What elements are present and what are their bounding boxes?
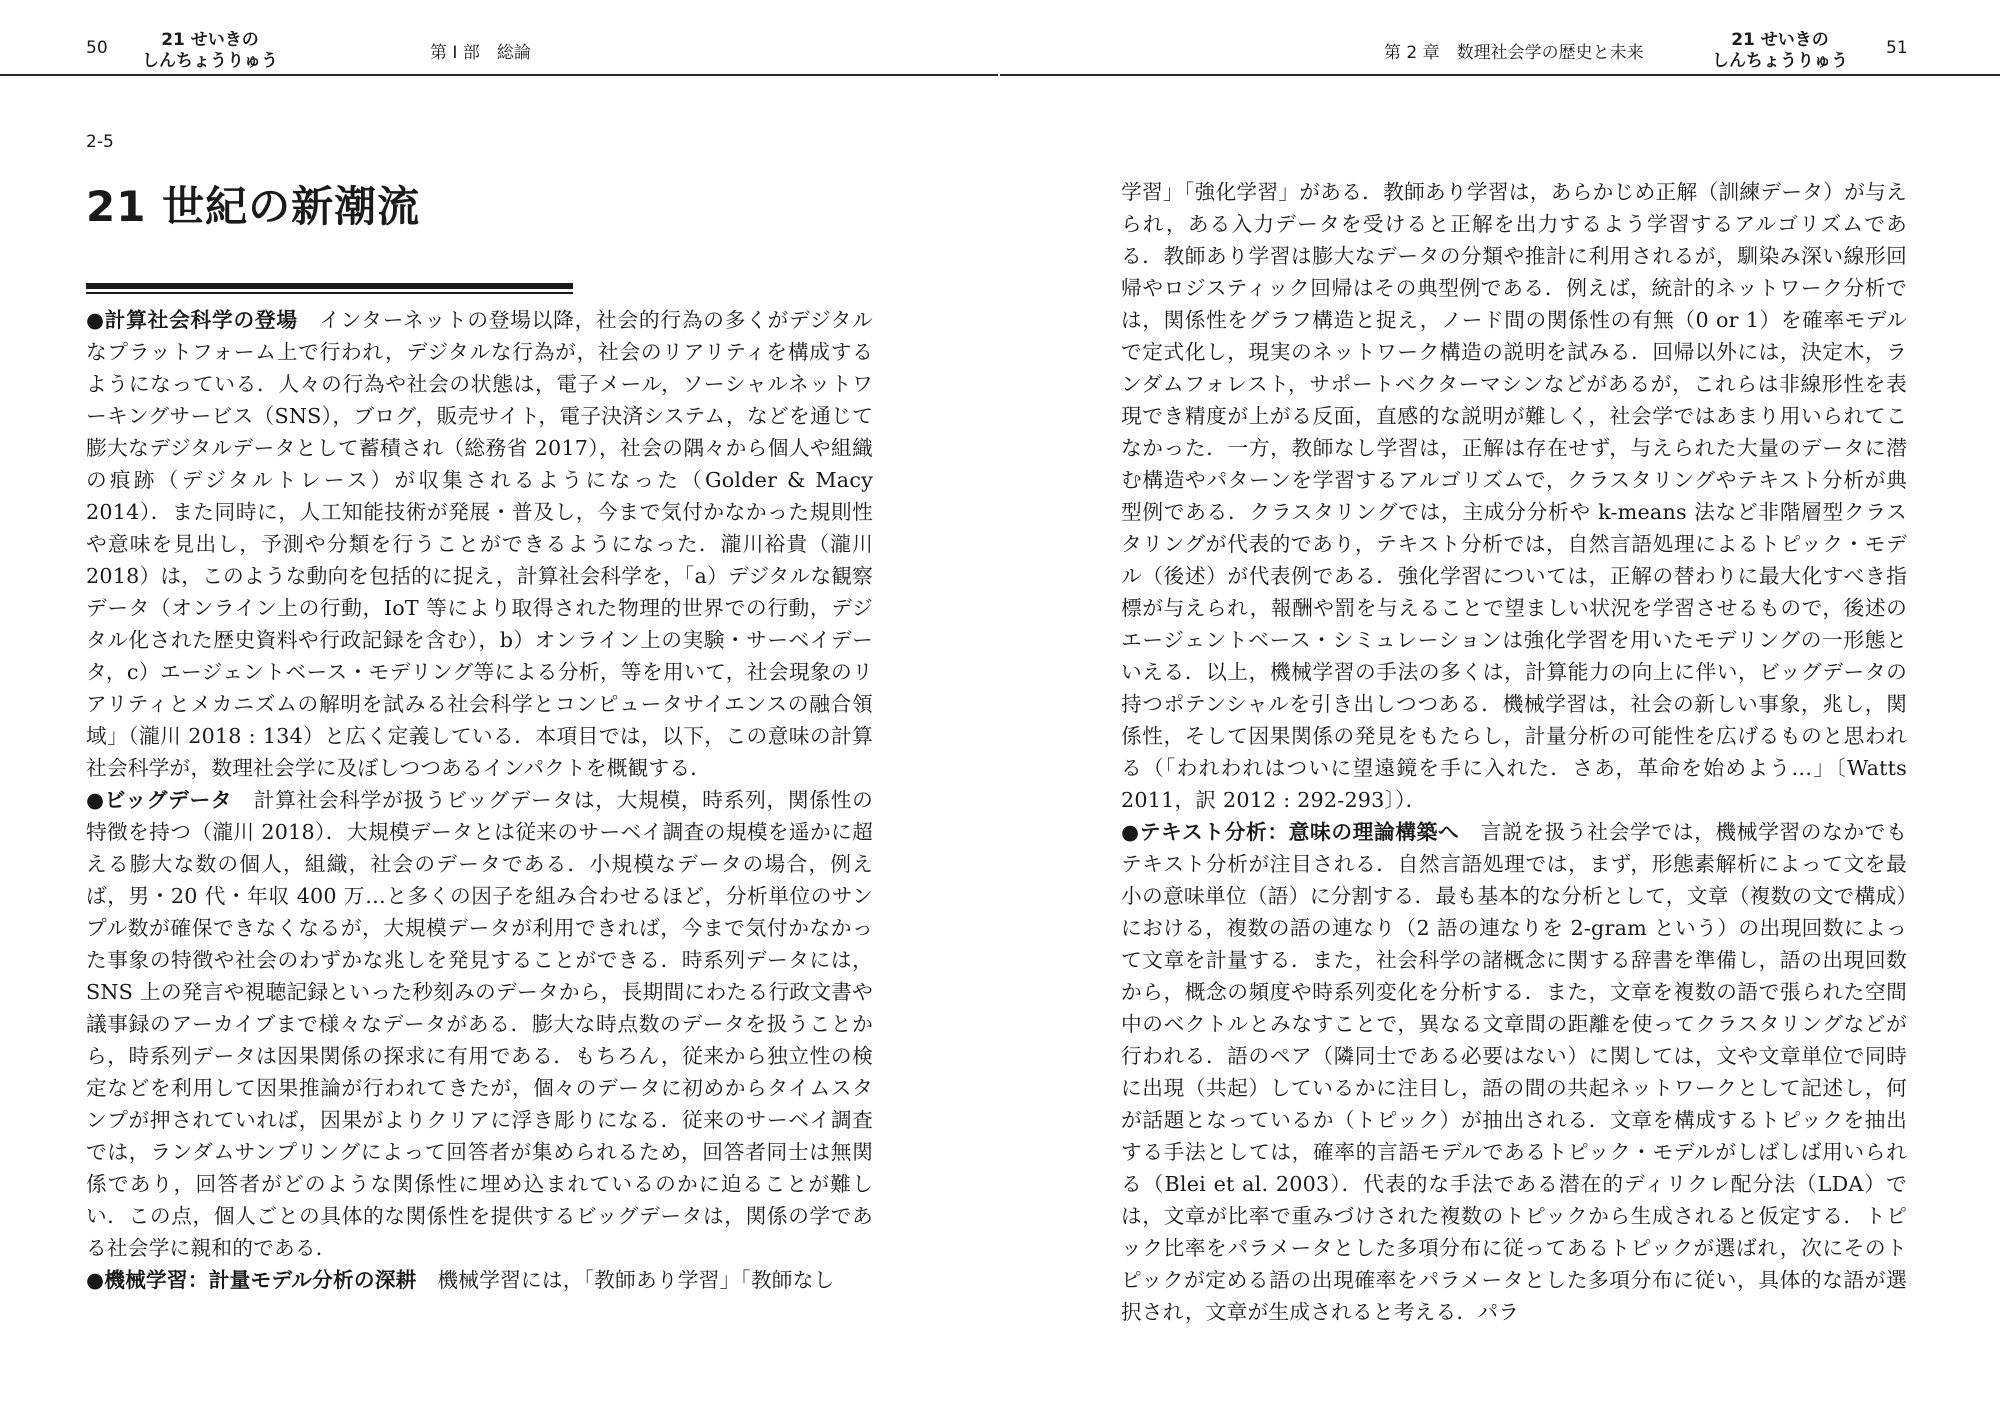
paragraph-body: 計算社会科学が扱うビッグデータは，大規模，時系列，関係性の特徴を持つ（瀧川 2018）．大規模データとは従来のサーベイ調査の規模を遥かに超える膨大な数の個人，組織，社会のデータである．小規模なデータの場合，例えば，男・20 代・年収 400 万…と多くの因子を組み合わせるほど，分析単位のサンプル数が確保できなくなるが，大規模データが利用できれば，今まで気付かなかった事象の特徴や社会のわずかな兆しを発見することができる．時系列データには，SNS 上の発言や視聴記録といった秒刻みのデータから，長期間にわたる行政文書や議事録のアーカイブまで様々なデータがある．膨大な時点数のデータを扱うことから，時系列データは因果関係の探求に有用である．もちろん，従来から独立性の検定などを利用して因果推論が行われてきたが，個々のデータに初めからタイムスタンプが押されていれば，因果がよりクリアに浮き彫りになる．従来のサーベイ調査では，ランダムサンプリングによって回答者が集められるため，回答者同士は無関係であり，回答者がどのような関係性に埋め込まれているのかに迫ることが難しい．この点，個人ごとの具体的な関係性を提供するビッグデータは，関係の学である社会学に親和的である． [86,788,873,1260]
paragraph-heading: ●機械学習：計量モデル分析の深耕 [86,1268,417,1292]
section-number: 2-5 [86,132,114,152]
left-running-title: 21 せいきの しんちょうりゅう [142,30,278,71]
paragraph-body: インターネットの登場以降，社会的行為の多くがデジタルなプラットフォーム上で行われ，デジタルな行為が，社会のリアリティを構成するようになっている．人々の行為や社会の状態は，電子メール，ソーシャルネットワーキングサービス（SNS），ブログ，販売サイト，電子決済システム，などを通じて膨大なデジタルデータとして蓄積され（総務省 2017），社会の隅々から個人や組織の痕跡（デジタルトレース）が収集されるようになった（Golder & Macy 2014）．また同時に，人工知能技術が発展・普及し，今まで気付かなかった規則性や意味を見出し，予測や分類を行うことができるようになった．瀧川裕貴（瀧川 2018）は，このような動向を包括的に捉え，計算社会科学を，「a）デジタルな観察データ（オンライン上の行動，IoT 等により取得された物理的世界での行動，デジタル化された歴史資料や行政記録を含む），b）オンライン上の実験・サーベイデータ，c）エージェントベース・モデリング等による分析，等を用いて，社会現象のリアリティとメカニズムの解明を試みる社会科学とコンピュータサイエンスの融合領域」（瀧川 2018 : 134）と広く定義している．本項目では，以下，この意味の計算社会科学が，数理社会学に及ぼしつつあるインパクトを概観する． [86,308,873,780]
paragraph-body: 機械学習には，「教師あり学習」「教師なし [416,1268,835,1292]
right-page-number: 51 [1886,38,1908,58]
right-running-title: 21 せいきの しんちょうりゅう [1712,30,1848,71]
right-column [1121,176,1907,1328]
paragraph [86,304,873,784]
left-page-header [0,0,998,76]
title-rule-thin [86,292,573,294]
paragraph-heading: ●ビッグデータ [86,788,233,812]
left-part-title: 第 I 部 総論 [430,43,531,63]
paragraph-heading: ●テキスト分析：意味の理論構築へ [1121,820,1460,844]
paragraph [1121,816,1907,1328]
paragraph [86,784,873,1264]
left-page-number: 50 [86,38,108,58]
section-title: 21 世紀の新潮流 [86,182,421,231]
left-column [86,304,873,1296]
title-rule-thick [86,283,573,289]
paragraph-body: 学習」「強化学習」がある．教師あり学習は，あらかじめ正解（訓練データ）が与えられ，ある入力データを受けると正解を出力するよう学習するアルゴリズムである．教師あり学習は膨大なデータの分類や推計に利用されるが，馴染み深い線形回帰やロジスティック回帰はその典型例である．例えば，統計的ネットワーク分析では，関係性をグラフ構造と捉え，ノード間の関係性の有無（0 or 1）を確率モデルで定式化し，現実のネットワーク構造の説明を試みる．回帰以外には，決定木，ランダムフォレスト，サポートベクターマシンなどがあるが，これらは非線形性を表現でき精度が上がる反面，直感的な説明が難しく，社会学ではあまり用いられてこなかった．一方，教師なし学習は，正解は存在せず，与えられた大量のデータに潜む構造やパターンを学習するアルゴリズムで，クラスタリングやテキスト分析が典型例である．クラスタリングでは，主成分分析や k-means 法など非階層型クラスタリングが代表的であり，テキスト分析では，自然言語処理によるトピック・モデル（後述）が代表例である．強化学習については，正解の替わりに最大化すべき指標が与えられ，報酬や罰を与えることで望ましい状況を学習させるもので，後述のエージェントベース・シミュレーションは強化学習を用いたモデリングの一形態といえる．以上，機械学習の手法の多くは，計算能力の向上に伴い，ビッグデータの持つポテンシャルを引き出しつつある．機械学習は，社会の新しい事象，兆し，関係性，そして因果関係の発見をもたらし，計量分析の可能性を広げるものと思われる（「われわれはついに望遠鏡を手に入れた．さあ，革命を始めよう…」〔Watts 2011，訳 2012 : 292-293〕）． [1121,180,1907,812]
right-page-header [1000,0,2000,76]
right-chapter-title: 第 2 章 数理社会学の歴史と未来 [1384,43,1644,63]
paragraph-body: 言説を扱う社会学では，機械学習のなかでもテキスト分析が注目される．自然言語処理では，まず，形態素解析によって文を最小の意味単位（語）に分割する．最も基本的な分析として，文章（複数の文で構成）における，複数の語の連なり（2 語の連なりを 2-gram という）の出現回数によって文章を計量する．また，社会科学の諸概念に関する辞書を準備し，語の出現回数から，概念の頻度や時系列変化を分析する．また，文章を複数の語で張られた空間中のベクトルとみなすことで，異なる文章間の距離を使ってクラスタリングなどが行われる．語のペア（隣同士である必要はない）に関しては，文や文章単位で同時に出現（共起）しているかに注目し，語の間の共起ネットワークとして記述し，何が話題となっているか（トピック）が抽出される．文章を構成するトピックを抽出する手法としては，確率的言語モデルであるトピック・モデルがしばしば用いられる（Blei et al. 2003）．代表的な手法である潜在的ディリクレ配分法（LDA）では，文章が比率で重みづけされた複数のトピックから生成されると仮定する．トピック比率をパラメータとした多項分布に従ってあるトピックが選ばれ，次にそのトピックが定める語の出現確率をパラメータとした多項分布に従い，具体的な語が選択され，文章が生成されると考える．パラ [1121,820,1908,1324]
paragraph [1121,176,1907,816]
paragraph [86,1264,873,1296]
paragraph-heading: ●計算社会科学の登場 [86,308,298,332]
